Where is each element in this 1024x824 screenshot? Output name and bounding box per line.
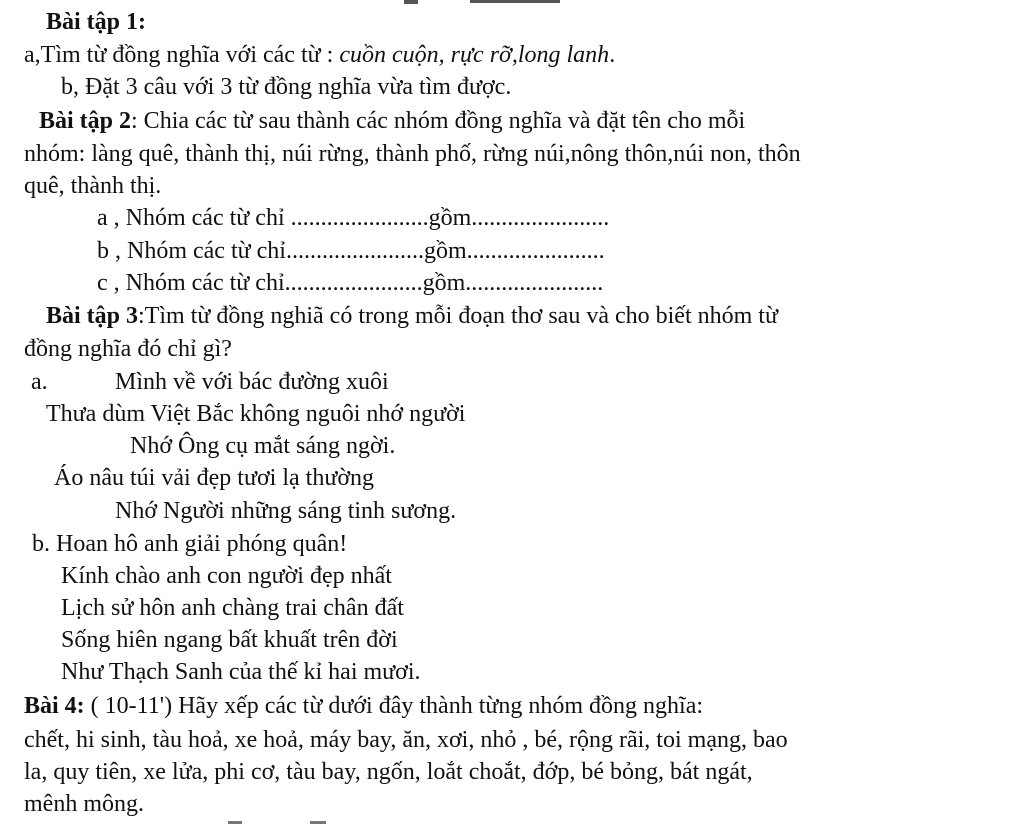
ex3-poem-a-label: a. <box>31 369 48 395</box>
ex1-title: Bài tập 1: <box>46 9 147 35</box>
ex2-intro-line-1 <box>39 107 745 135</box>
ex3-poem-a-line-5: Nhớ Người những sáng tinh sương. <box>115 498 457 524</box>
ex3-poem-b-line-4: Sống hiên ngang bất khuất trên đời <box>61 627 398 653</box>
ex2-item-c: c , Nhóm các từ chỉ.......................gồm....................... <box>97 270 604 296</box>
ex2-intro-line-2: nhóm: làng quê, thành thị, núi rừng, thành phố, rừng núi,nông thôn,núi non, thôn <box>24 141 801 167</box>
ex3-intro-text: :Tìm từ đồng nghiã có trong mỗi đoạn thơ sau và cho biết nhóm từ <box>138 303 778 329</box>
ex3-poem-b-line-2: Kính chào anh con người đẹp nhất <box>61 563 392 589</box>
ex3-poem-b-line-1: b. Hoan hô anh giải phóng quân! <box>32 531 348 557</box>
ex1-part-a <box>24 41 615 69</box>
ex4-words-line-2: la, quy tiên, xe lửa, phi cơ, tàu bay, ngốn, loắt choắt, đớp, bé bỏng, bát ngát, <box>24 759 753 785</box>
cropped-text-remnant <box>470 0 560 3</box>
ex1-part-a-prefix: a,Tìm từ đồng nghĩa với các từ : <box>24 42 340 68</box>
ex3-poem-a-line-3: Nhớ Ông cụ mắt sáng ngời. <box>130 433 396 459</box>
ex3-intro-line-2: đồng nghĩa đó chỉ gì? <box>24 336 232 362</box>
ex2-title: Bài tập 2 <box>39 108 132 134</box>
ex4-intro-text: ( 10-11') Hãy xếp các từ dưới đây thành từng nhóm đồng nghĩa: <box>84 693 704 719</box>
ex4-title: Bài 4: <box>24 693 85 719</box>
ex1-part-a-end: . <box>609 42 616 68</box>
ex3-poem-a-line-1: Mình về với bác đường xuôi <box>115 369 389 395</box>
ex2-item-b: b , Nhóm các từ chỉ.......................gồm....................... <box>97 238 605 264</box>
ex2-intro-text: : Chia các từ sau thành các nhóm đồng nghĩa và đặt tên cho mỗi <box>131 108 746 134</box>
ex3-title: Bài tập 3 <box>46 303 139 329</box>
ex3-poem-b-line-3: Lịch sử hôn anh chàng trai chân đất <box>61 595 404 621</box>
ex3-poem-a-line-2: Thưa dùm Việt Bắc không nguôi nhớ người <box>46 401 466 427</box>
ex2-intro-line-3: quê, thành thị. <box>24 173 162 199</box>
ex4-intro <box>24 692 703 720</box>
ex3-intro-line-1 <box>46 302 778 330</box>
ex1-part-b: b, Đặt 3 câu với 3 từ đồng nghĩa vừa tìm được. <box>61 74 512 100</box>
ex3-poem-b-line-5: Như Thạch Sanh của thế kỉ hai mươi. <box>61 659 421 685</box>
ex1-part-a-words: cuồn cuộn, rực rỡ,long lanh <box>339 42 610 68</box>
ex3-poem-a-line-4: Áo nâu túi vải đẹp tươi lạ thường <box>54 465 375 491</box>
ex4-words-line-3: mênh mông. <box>24 791 144 817</box>
ex2-item-a: a , Nhóm các từ chỉ .......................gồm....................... <box>97 205 610 231</box>
cropped-text-remnant <box>404 0 418 4</box>
ex4-words-line-1: chết, hi sinh, tàu hoả, xe hoả, máy bay, ăn, xơi, nhỏ , bé, rộng rãi, toi mạng, bao <box>24 727 788 753</box>
